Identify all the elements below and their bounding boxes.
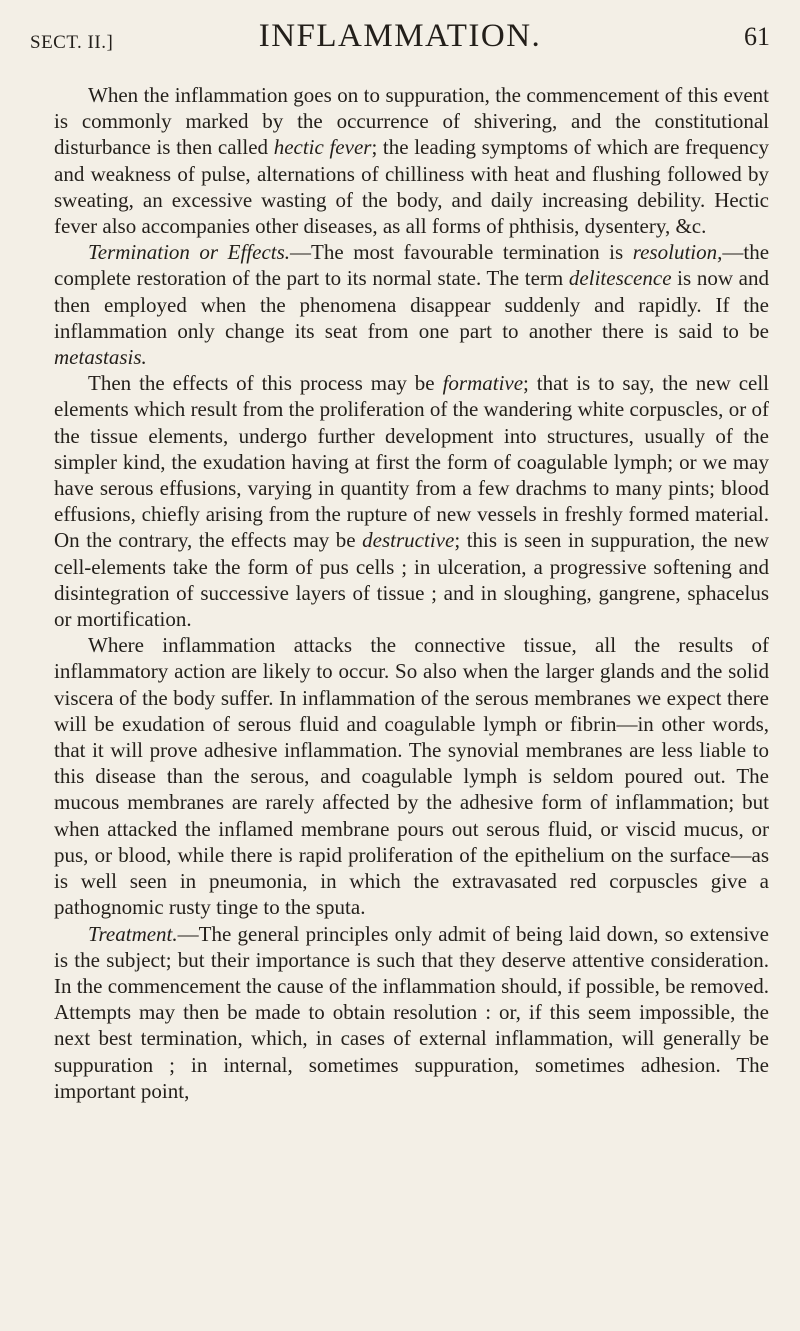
text-run: —The most favourable termination is	[290, 240, 633, 265]
paragraph	[54, 370, 769, 632]
paragraph	[54, 632, 769, 920]
text-run: Then the effects of this process may be	[88, 371, 443, 396]
italic-term: Treatment.	[88, 921, 178, 946]
italic-term: delitescence	[568, 266, 672, 291]
page-number: 61	[744, 22, 770, 51]
text-run: ; that is to say, the new cell elements which result from the proliferation of the wandering white corpuscles, or of the tissue elements, undergo further development into structures, usually of the simpler kind, the exudation having at first the form of coagulable lymph; or we may have serous effusions, varying in quantity from a few drachms to many pints; blood effusions, chiefly arising from the rupture of new vessels in freshly formed material. On the contrary, the effects may be	[54, 371, 770, 553]
italic-term: metastasis.	[54, 345, 147, 370]
italic-term: Termination or Effects.	[88, 240, 291, 265]
section-label: SECT. II.]	[30, 32, 114, 53]
body-text	[54, 82, 769, 1104]
text-run: —The general principles only admit of being laid down, so extensive is the subject; but their importance is such that they deserve attentive consideration. In the commencement the cause of the inflammation should, if possible, be removed. Attempts may then be made to obtain resolution : or, if this seem impossible, the next best termination, which, in cases of external inflammation, will generally be suppuration ; in internal, sometimes suppuration, sometimes adhesion. The important point,	[54, 921, 769, 1103]
paragraph	[54, 239, 769, 370]
text-run: ; the leading symptoms of which are frequency and weakness of pulse, alternations of chilliness with heat and flushing followed by sweating, an excessive wasting of the body, and daily increasing debility. Hectic fever also accompanies other diseases, as all forms of phthisis, dysentery, &c.	[54, 135, 770, 239]
text-run: Where inflammation attacks the connective tissue, all the results of inflammatory action are likely to occur. So also when the larger glands and the solid viscera of the body suffer. In inflammation of the serous membranes we expect there will be exudation of serous fluid and coagulable lymph or fibrin—in other words, that it will prove adhesive inflammation. The synovial membranes are less liable to this disease than the serous, and coagulable lymph is seldom poured out. The mucous membranes are rarely affected by the adhesive form of inflammation; but when attacked the inflamed membrane pours out serous fluid, or viscid mucus, or pus, or blood, while there is rapid proliferation of the epithelium on the surface—as is well seen in pneumonia, in which the extravasated red corpuscles give a pathognomic rusty tinge to the sputa.	[54, 633, 769, 920]
page-title: INFLAMMATION.	[258, 18, 542, 54]
text-run: ; this is seen in suppuration, the new cell-elements take the form of pus cells ; in ulceration, a progressive softening and disintegration of successive layers of tissue ; and in sloughing, gangrene, sphacelus or mortification.	[54, 528, 769, 632]
text-run: is now and then employed when the phenomena disappear suddenly and rapidly. If the inflammation only change its seat from one part to another there is said to be	[54, 266, 769, 343]
italic-term: resolution,	[632, 240, 723, 265]
text-run: When the inflammation goes on to suppuration, the commencement of this event is commonly marked by the occurrence of shivering, and the constitutional disturbance is then called	[54, 83, 769, 160]
italic-term: formative	[442, 371, 524, 396]
paragraph	[54, 82, 769, 239]
running-header	[30, 14, 770, 64]
text-run: —the complete restoration of the part to its normal state. The term	[54, 240, 770, 291]
italic-term: destructive	[362, 528, 455, 553]
paragraph	[54, 921, 769, 1104]
italic-term: hectic fever	[273, 135, 372, 160]
